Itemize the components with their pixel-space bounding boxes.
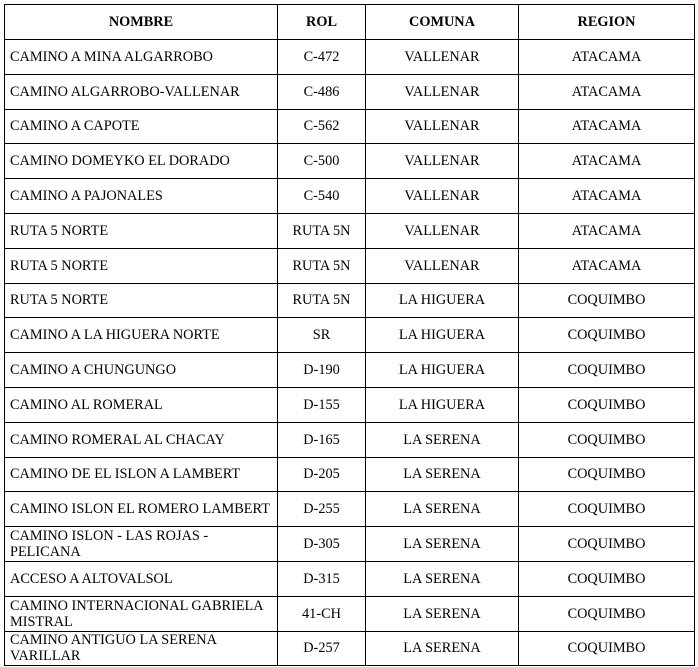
cell-region: ATACAMA — [519, 248, 695, 283]
table-row — [5, 561, 695, 596]
cell-region: COQUIMBO — [519, 561, 695, 596]
cell-nombre: CAMINO A CHUNGUNGO — [5, 353, 278, 388]
table-body — [5, 40, 695, 666]
cell-region: ATACAMA — [519, 40, 695, 75]
cell-nombre: CAMINO A CAPOTE — [5, 109, 278, 144]
cell-rol: D-315 — [278, 561, 366, 596]
header-nombre: NOMBRE — [5, 5, 278, 40]
cell-comuna: LA HIGUERA — [366, 353, 519, 388]
cell-rol: 41-CH — [278, 596, 366, 631]
cell-rol: D-255 — [278, 492, 366, 527]
cell-rol: SR — [278, 318, 366, 353]
cell-comuna: VALLENAR — [366, 40, 519, 75]
cell-rol: D-165 — [278, 422, 366, 457]
cell-rol: D-305 — [278, 527, 366, 562]
cell-rol: RUTA 5N — [278, 283, 366, 318]
table-row — [5, 283, 695, 318]
cell-region: COQUIMBO — [519, 318, 695, 353]
cell-rol: C-486 — [278, 74, 366, 109]
cell-region: COQUIMBO — [519, 631, 695, 666]
cell-comuna: LA SERENA — [366, 631, 519, 666]
table-row — [5, 527, 695, 562]
cell-comuna: LA SERENA — [366, 422, 519, 457]
cell-rol: D-205 — [278, 457, 366, 492]
table-row — [5, 144, 695, 179]
cell-comuna: VALLENAR — [366, 213, 519, 248]
cell-nombre: ACCESO A ALTOVALSOL — [5, 561, 278, 596]
cell-comuna: LA SERENA — [366, 527, 519, 562]
cell-nombre: RUTA 5 NORTE — [5, 283, 278, 318]
cell-region: COQUIMBO — [519, 387, 695, 422]
cell-nombre: RUTA 5 NORTE — [5, 213, 278, 248]
cell-comuna: VALLENAR — [366, 74, 519, 109]
cell-rol: RUTA 5N — [278, 213, 366, 248]
cell-nombre: CAMINO INTERNACIONAL GABRIELA MISTRAL — [5, 596, 278, 631]
table-row — [5, 109, 695, 144]
cell-comuna: LA SERENA — [366, 457, 519, 492]
cell-comuna: VALLENAR — [366, 248, 519, 283]
cell-region: COQUIMBO — [519, 492, 695, 527]
table-row — [5, 74, 695, 109]
cell-rol: D-155 — [278, 387, 366, 422]
cell-comuna: LA HIGUERA — [366, 283, 519, 318]
cell-nombre: CAMINO ISLON EL ROMERO LAMBERT — [5, 492, 278, 527]
table-row — [5, 353, 695, 388]
cell-comuna: LA SERENA — [366, 596, 519, 631]
table-row — [5, 631, 695, 666]
table-row — [5, 457, 695, 492]
cell-nombre: CAMINO AL ROMERAL — [5, 387, 278, 422]
cell-comuna: LA SERENA — [366, 561, 519, 596]
cell-region: ATACAMA — [519, 179, 695, 214]
cell-comuna: LA HIGUERA — [366, 318, 519, 353]
cell-rol: RUTA 5N — [278, 248, 366, 283]
cell-rol: D-257 — [278, 631, 366, 666]
cell-region: ATACAMA — [519, 74, 695, 109]
table-header-row — [5, 5, 695, 40]
cell-nombre: CAMINO DOMEYKO EL DORADO — [5, 144, 278, 179]
cell-nombre: CAMINO ALGARROBO-VALLENAR — [5, 74, 278, 109]
cell-nombre: CAMINO DE EL ISLON A LAMBERT — [5, 457, 278, 492]
cell-nombre: CAMINO A PAJONALES — [5, 179, 278, 214]
table-row — [5, 492, 695, 527]
cell-region: COQUIMBO — [519, 283, 695, 318]
cell-rol: D-190 — [278, 353, 366, 388]
cell-region: COQUIMBO — [519, 527, 695, 562]
roads-table — [4, 4, 695, 666]
cell-rol: C-540 — [278, 179, 366, 214]
cell-rol: C-472 — [278, 40, 366, 75]
cell-region: ATACAMA — [519, 213, 695, 248]
table-row — [5, 213, 695, 248]
cell-nombre: CAMINO A MINA ALGARROBO — [5, 40, 278, 75]
cell-comuna: VALLENAR — [366, 109, 519, 144]
cell-region: COQUIMBO — [519, 353, 695, 388]
cell-nombre: CAMINO A LA HIGUERA NORTE — [5, 318, 278, 353]
cell-nombre: CAMINO ISLON - LAS ROJAS - PELICANA — [5, 527, 278, 562]
cell-comuna: VALLENAR — [366, 179, 519, 214]
table-row — [5, 248, 695, 283]
cell-region: COQUIMBO — [519, 422, 695, 457]
cell-comuna: LA SERENA — [366, 492, 519, 527]
table-row — [5, 422, 695, 457]
cell-comuna: LA HIGUERA — [366, 387, 519, 422]
table-row — [5, 318, 695, 353]
cell-region: COQUIMBO — [519, 596, 695, 631]
table-row — [5, 596, 695, 631]
cell-rol: C-562 — [278, 109, 366, 144]
header-rol: ROL — [278, 5, 366, 40]
cell-rol: C-500 — [278, 144, 366, 179]
cell-region: ATACAMA — [519, 109, 695, 144]
cell-nombre: CAMINO ANTIGUO LA SERENA VARILLAR — [5, 631, 278, 666]
cell-nombre: RUTA 5 NORTE — [5, 248, 278, 283]
table-row — [5, 387, 695, 422]
table-row — [5, 40, 695, 75]
header-region: REGION — [519, 5, 695, 40]
header-comuna: COMUNA — [366, 5, 519, 40]
cell-region: COQUIMBO — [519, 457, 695, 492]
cell-comuna: VALLENAR — [366, 144, 519, 179]
table-row — [5, 179, 695, 214]
cell-nombre: CAMINO ROMERAL AL CHACAY — [5, 422, 278, 457]
cell-region: ATACAMA — [519, 144, 695, 179]
